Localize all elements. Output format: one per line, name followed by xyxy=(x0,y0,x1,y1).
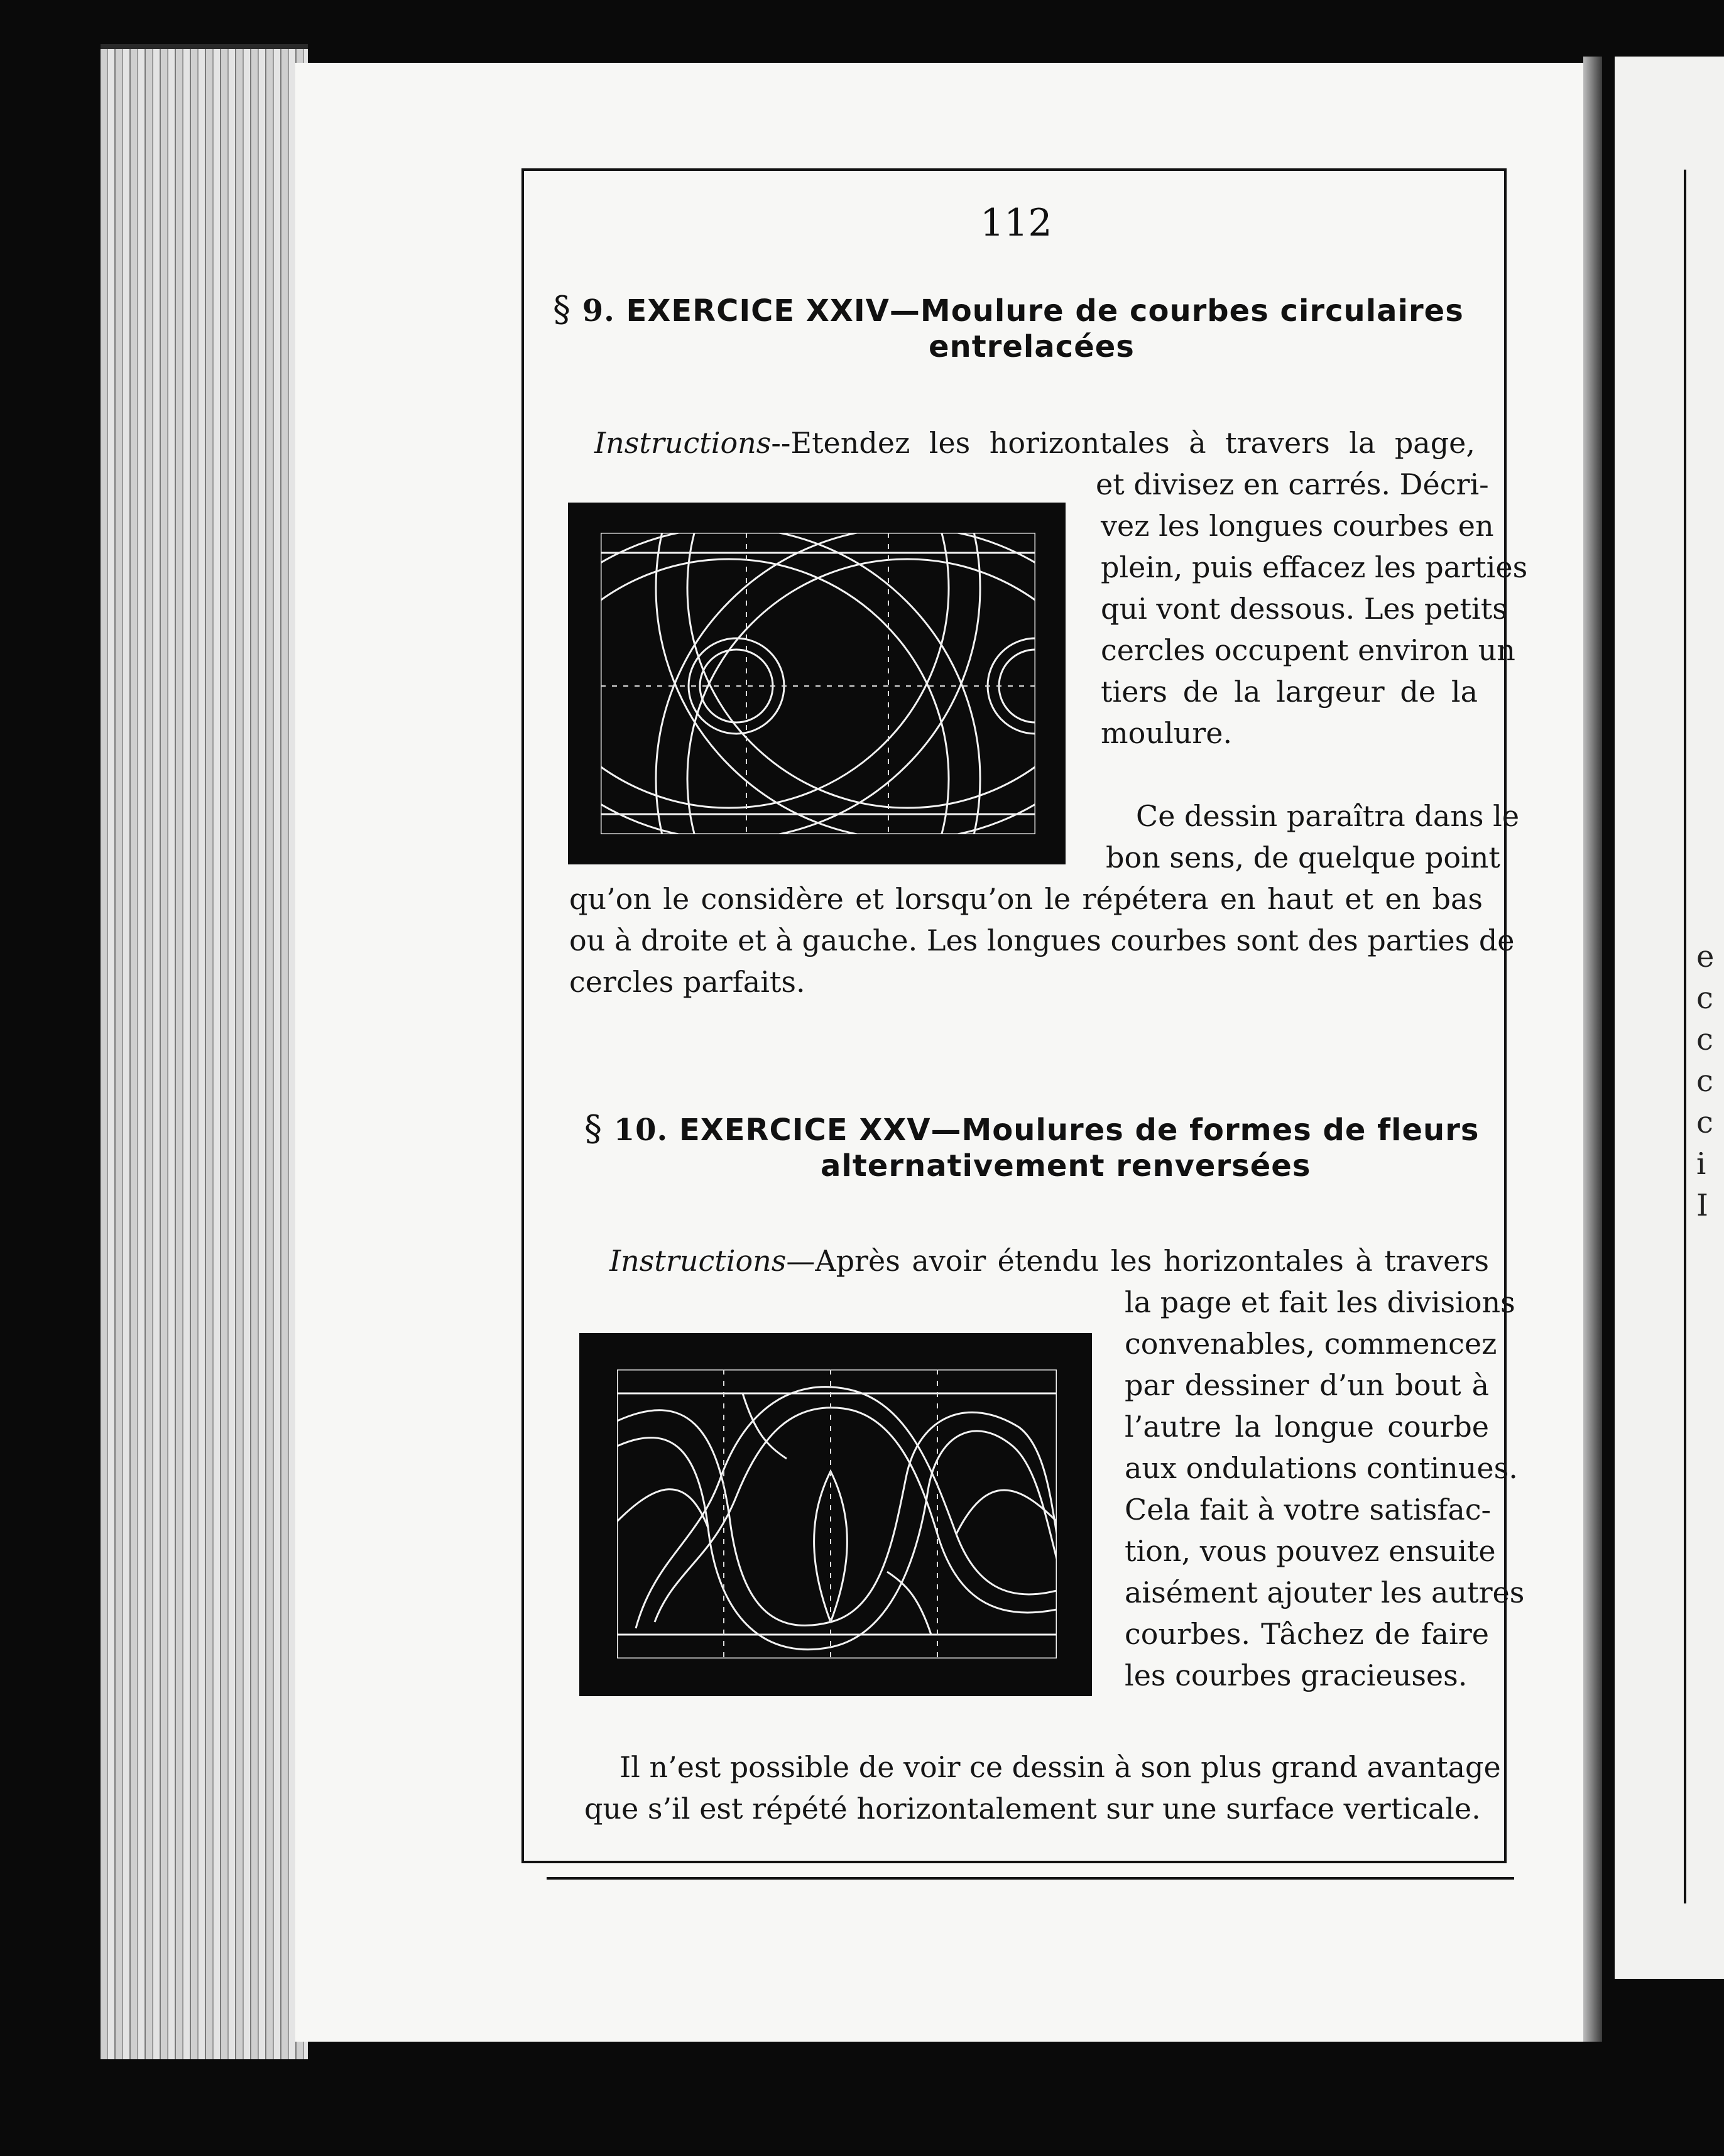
section-10-line-11: les courbes gracieuses. xyxy=(1125,1658,1468,1692)
section-mark: § xyxy=(584,1108,603,1149)
section-10-line-3: convenables, commencez xyxy=(1125,1327,1497,1361)
section-10-para2-line-1: Il n’est possible de voir ce dessin à son plus grand avantage xyxy=(619,1750,1501,1784)
section-9-title-line1: EXERCICE XXIV—Moulure de courbes circulaires xyxy=(626,293,1464,329)
right-page-frame xyxy=(1684,170,1686,1903)
interlaced-circles-drawing xyxy=(568,503,1066,864)
section-10-line-5: l’autre la longue courbe xyxy=(1125,1410,1489,1444)
section-number: 10. xyxy=(613,1113,668,1148)
section-10-instructions-line-1: Instructions—Après avoir étendu les horizontales à travers xyxy=(609,1244,1489,1278)
section-9-para2-line-4: ou à droite et à gauche. Les longues courbes sont des parties de xyxy=(569,923,1515,957)
section-10-para2-line-2: que s’il est répété horizontalement sur une surface verticale. xyxy=(584,1792,1481,1826)
section-10-title-line2: alternativement renversées xyxy=(821,1148,1311,1184)
section-number: 9. xyxy=(582,293,615,329)
section-9-line-8: moulure. xyxy=(1101,716,1233,750)
section-9-line-3: vez les longues courbes en xyxy=(1101,509,1494,543)
page-number: 112 xyxy=(980,201,1052,245)
section-10-heading xyxy=(584,1108,1479,1149)
section-10-line-2: la page et fait les divisions xyxy=(1125,1285,1515,1319)
book-page-edges xyxy=(101,44,308,2059)
section-10-line-9: aisément ajouter les autres xyxy=(1125,1576,1525,1609)
page-border-bottom-rule xyxy=(547,1877,1514,1880)
section-10-line-6: aux ondulations continues. xyxy=(1125,1451,1518,1485)
section-9-line-7: tiers de la largeur de la xyxy=(1101,675,1478,709)
section-10-line-4: par dessiner d’un bout à xyxy=(1125,1368,1489,1402)
instructions-label: Instructions xyxy=(609,1244,787,1278)
right-page-fragment xyxy=(1615,57,1724,1979)
section-9-para2-line-3: qu’on le considère et lorsqu’on le répétera en haut et en bas xyxy=(569,882,1483,916)
figure-interlaced-circles-molding xyxy=(568,503,1066,864)
section-9-title-line2: entrelacées xyxy=(929,329,1135,364)
inverted-flowers-drawing xyxy=(579,1333,1092,1696)
section-9-para2-line-1: Ce dessin paraîtra dans le xyxy=(1136,799,1520,833)
section-10-line-8: tion, vous pouvez ensuite xyxy=(1125,1534,1496,1568)
section-10-title-line1: EXERCICE XXV—Moulures de formes de fleurs xyxy=(679,1113,1480,1148)
section-9-line-4: plein, puis effacez les parties xyxy=(1101,550,1528,584)
section-9-heading xyxy=(553,289,1464,330)
figure-inverted-flowers-molding xyxy=(579,1333,1092,1696)
instructions-label: Instructions xyxy=(594,426,772,460)
right-page-letters: e c c c c i I xyxy=(1696,939,1715,1223)
page-gutter-shadow xyxy=(1583,57,1602,2042)
section-9-para2-line-5: cercles parfaits. xyxy=(569,965,805,999)
section-9-para2-line-2: bon sens, de quelque point xyxy=(1106,841,1500,874)
section-10-line-7: Cela fait à votre satisfac- xyxy=(1125,1493,1492,1527)
section-9-line-5: qui vont dessous. Les petits xyxy=(1101,592,1507,626)
section-9-line-6: cercles occupent environ un xyxy=(1101,633,1515,667)
section-mark: § xyxy=(553,289,571,330)
section-9-line-2: et divisez en carrés. Décri- xyxy=(1096,467,1489,501)
section-10-line-10: courbes. Tâchez de faire xyxy=(1125,1617,1489,1651)
section-9-instructions-line-1: Instructions--Etendez les horizontales à travers la page, xyxy=(594,426,1475,460)
